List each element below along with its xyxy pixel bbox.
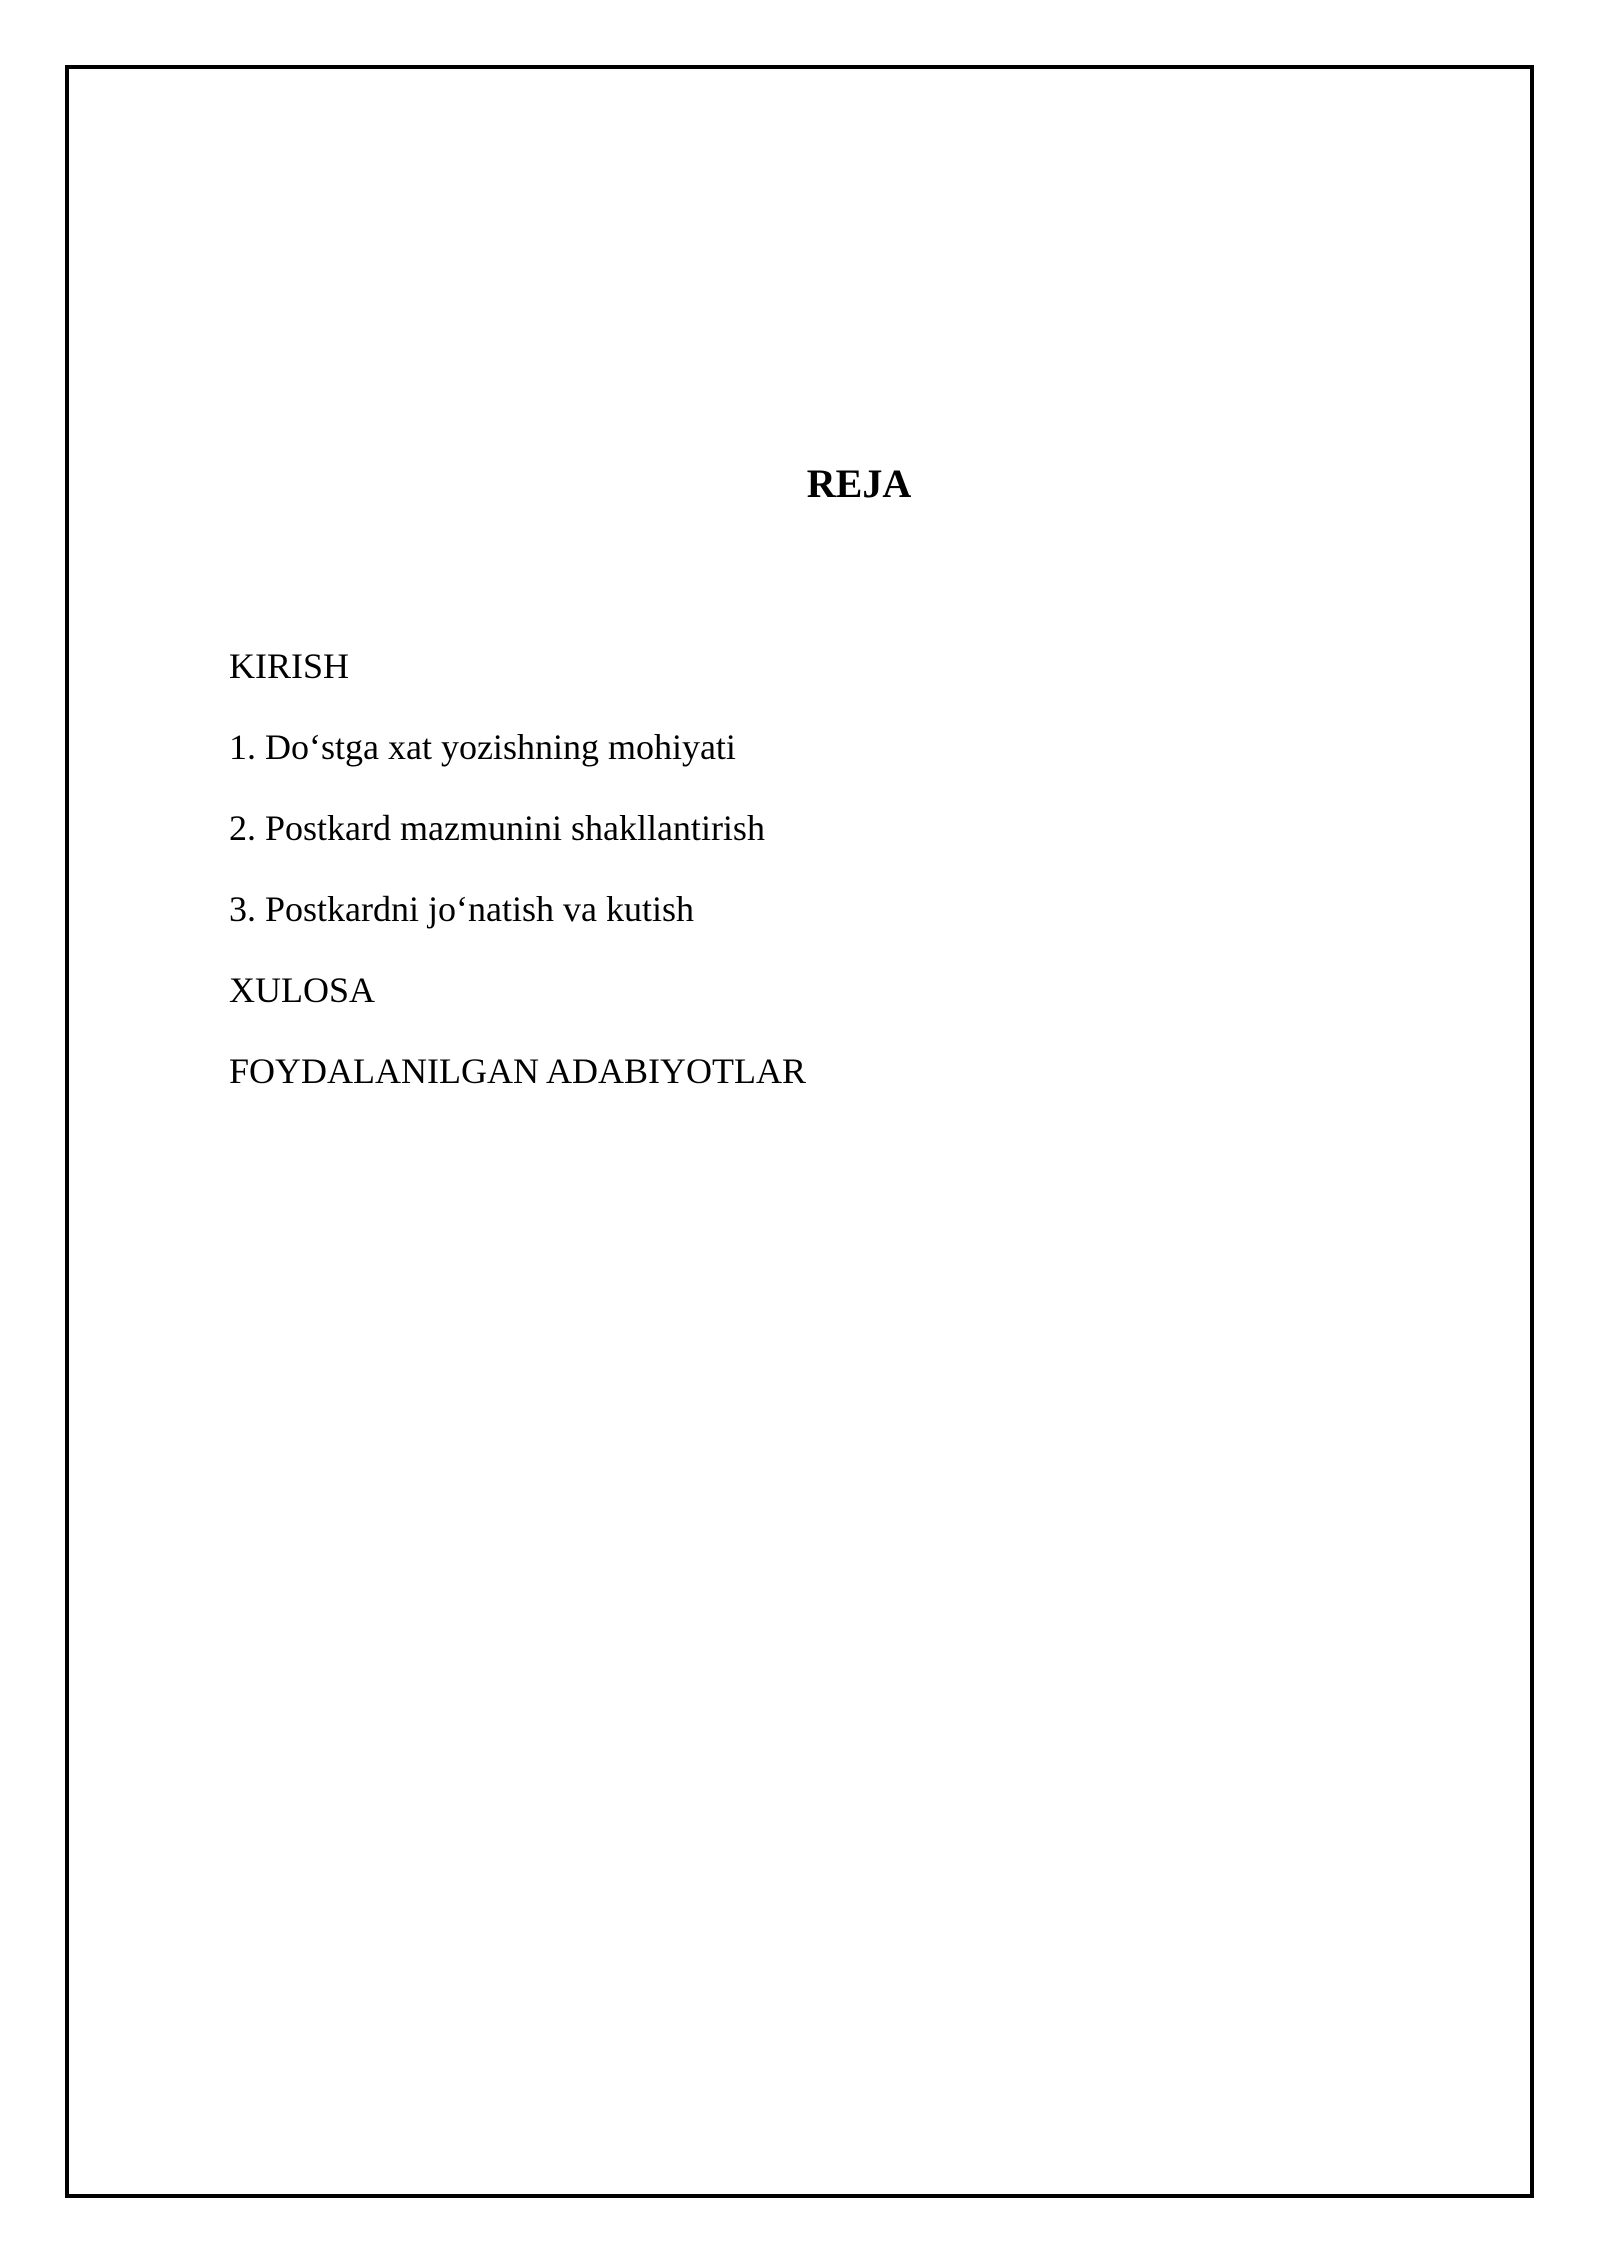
toc-item-section-1: 1. Do‘stga xat yozishning mohiyati xyxy=(229,727,736,767)
toc-item-kirish: KIRISH xyxy=(229,646,350,686)
toc-item-section-3: 3. Postkardni jo‘natish va kutish xyxy=(229,889,694,929)
toc-item-xulosa: XULOSA xyxy=(229,970,376,1010)
toc-item-references: FOYDALANILGAN ADABIYOTLAR xyxy=(229,1051,806,1091)
page-title: REJA xyxy=(806,461,912,506)
page-border xyxy=(65,65,1534,2198)
toc-item-section-2: 2. Postkard mazmunini shakllantirish xyxy=(229,808,765,848)
